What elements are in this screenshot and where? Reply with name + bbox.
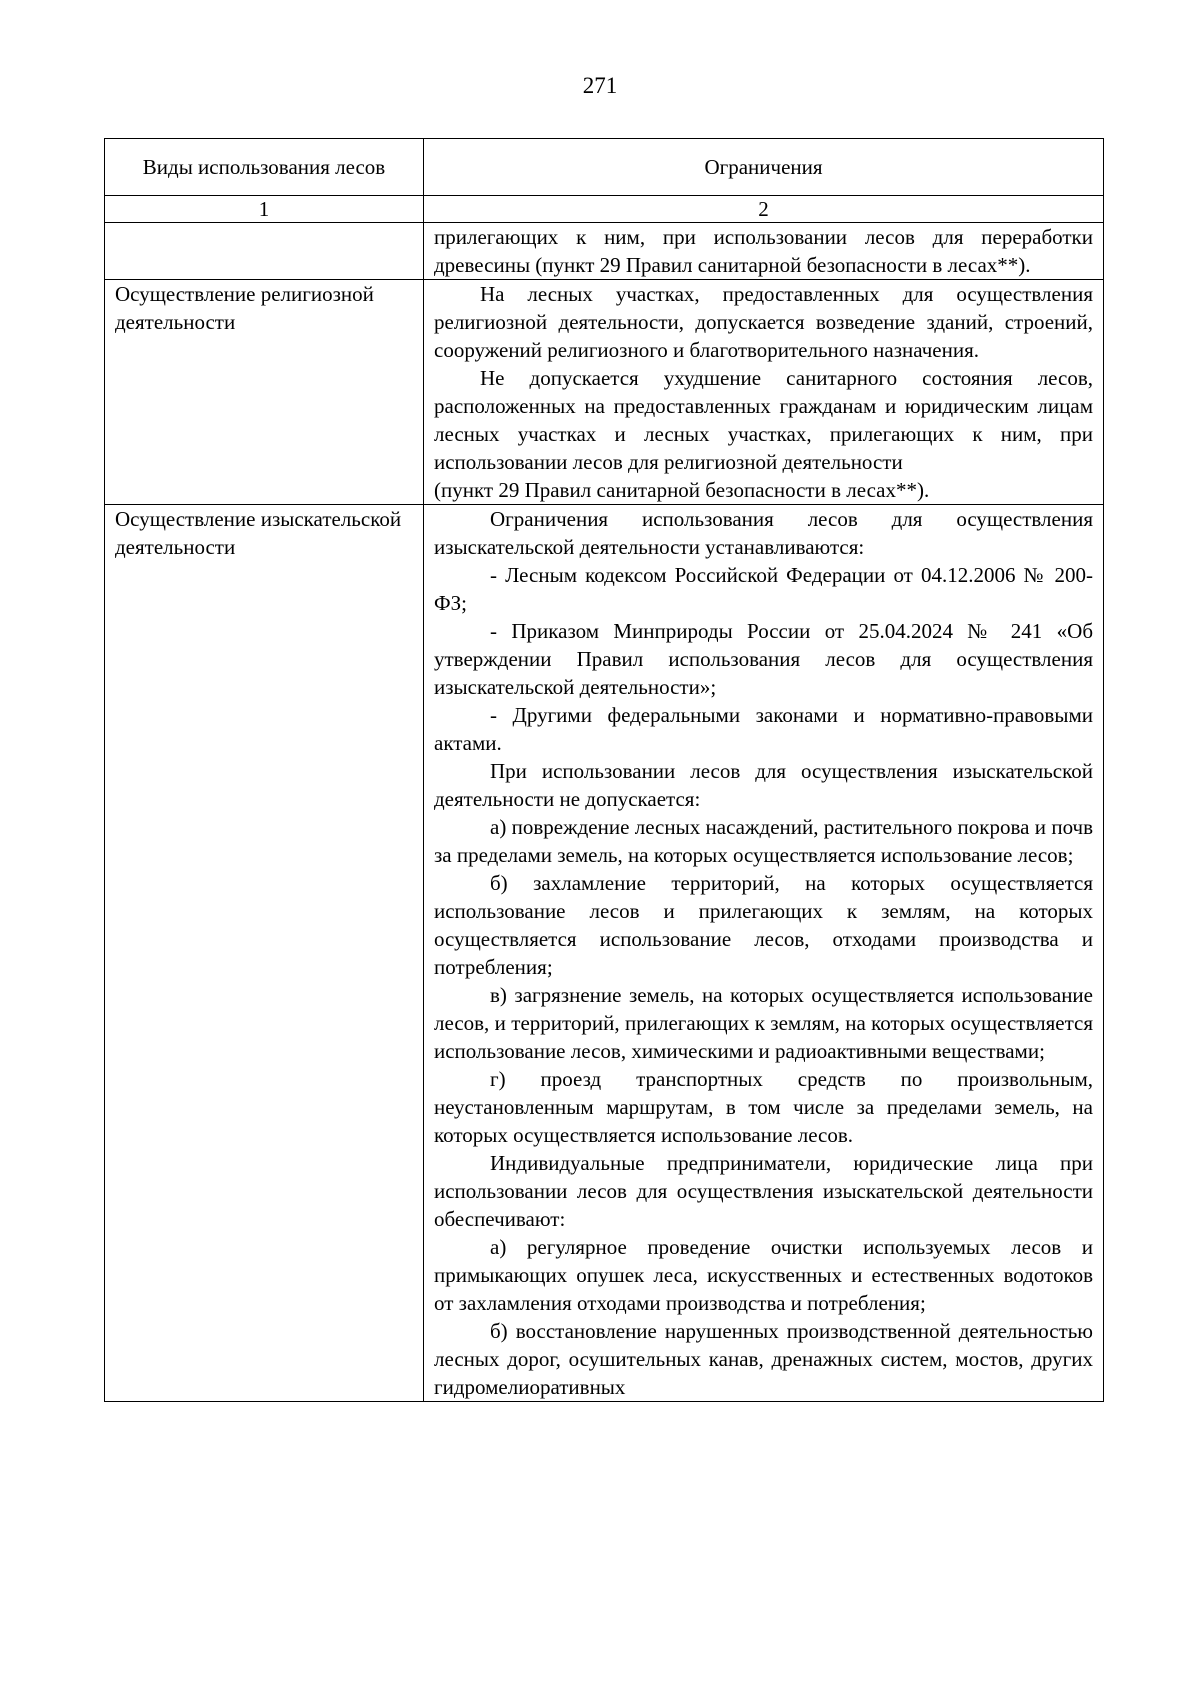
restriction-paragraph: г) проезд транспортных средств по произвольным, неустановленным маршрутам, в том числе за пределами земель, на которых осуществляется использование лесов.: [434, 1067, 1093, 1147]
restriction-paragraph: - Лесным кодексом Российской Федерации от 04.12.2006 № 200-ФЗ;: [434, 563, 1093, 615]
restriction-paragraph: На лесных участках, предоставленных для осуществления религиозной деятельности, допускается возведение зданий, строений, сооружений религиозного и благотворительного назначения.: [434, 282, 1093, 362]
restriction-paragraph: прилегающих к ним, при использовании лесов для переработки древесины (пункт 29 Правил санитарной безопасности в лесах**).: [434, 225, 1093, 277]
restriction-paragraph: а) повреждение лесных насаждений, растительного покрова и почв за пределами земель, на которых осуществляется использование лесов;: [434, 815, 1093, 867]
restrictions-cell: [424, 505, 1104, 1402]
restriction-paragraph: Ограничения использования лесов для осуществления изыскательской деятельности устанавливаются:: [434, 507, 1093, 559]
restriction-paragraph: - Приказом Минприроды России от 25.04.2024 № 241 «Об утверждении Правил использования лесов для осуществления изыскательской деятельности»;: [434, 619, 1093, 699]
page-number: 271: [582, 73, 618, 98]
header-cell-types: Виды использования лесов: [105, 139, 424, 196]
restriction-paragraph: б) восстановление нарушенных производственной деятельностью лесных дорог, осушительных канав, дренажных систем, мостов, других гидромелиоративных: [434, 1319, 1093, 1399]
table-row: [105, 223, 1104, 280]
table-row: [105, 280, 1104, 505]
table-header-row: [105, 139, 1104, 196]
restriction-paragraph: Не допускается ухудшение санитарного состояния лесов, расположенных на предоставленных гражданам и юридическим лицам лесных участках и лесных участках, прилегающих к ним, при использовании лесов для религиозной деятельности: [434, 366, 1093, 474]
restriction-paragraph: Индивидуальные предприниматели, юридические лица при использовании лесов для осуществления изыскательской деятельности обеспечивают:: [434, 1151, 1093, 1231]
restriction-paragraph: в) загрязнение земель, на которых осуществляется использование лесов, и территорий, прилегающих к землям, на которых осуществляется использование лесов, химическими и радиоактивными веществами;: [434, 983, 1093, 1063]
use-type-cell: Осуществление изыскательской деятельности: [105, 505, 424, 1402]
table-row: [105, 505, 1104, 1402]
restriction-paragraph: - Другими федеральными законами и нормативно-правовыми актами.: [434, 703, 1093, 755]
restriction-paragraph: б) захламление территорий, на которых осуществляется использование лесов и прилегающих к землям, на которых осуществляется использование лесов, отходами производства и потребления;: [434, 871, 1093, 979]
restrictions-cell: [424, 223, 1104, 280]
column-number-2: 2: [424, 196, 1104, 223]
column-number-row: [105, 196, 1104, 223]
restriction-paragraph: а) регулярное проведение очистки используемых лесов и примыкающих опушек леса, искусственных и естественных водотоков от захламления отходами производства и потребления;: [434, 1235, 1093, 1315]
column-number-1: 1: [105, 196, 424, 223]
use-type-cell: Осуществление религиозной деятельности: [105, 280, 424, 505]
forest-use-restrictions-table: [104, 138, 1104, 1402]
restrictions-cell: [424, 280, 1104, 505]
use-type-cell: [105, 223, 424, 280]
restriction-paragraph: (пункт 29 Правил санитарной безопасности в лесах**).: [434, 478, 930, 502]
header-cell-restrictions: Ограничения: [424, 139, 1104, 196]
restriction-paragraph: При использовании лесов для осуществления изыскательской деятельности не допускается:: [434, 759, 1093, 811]
